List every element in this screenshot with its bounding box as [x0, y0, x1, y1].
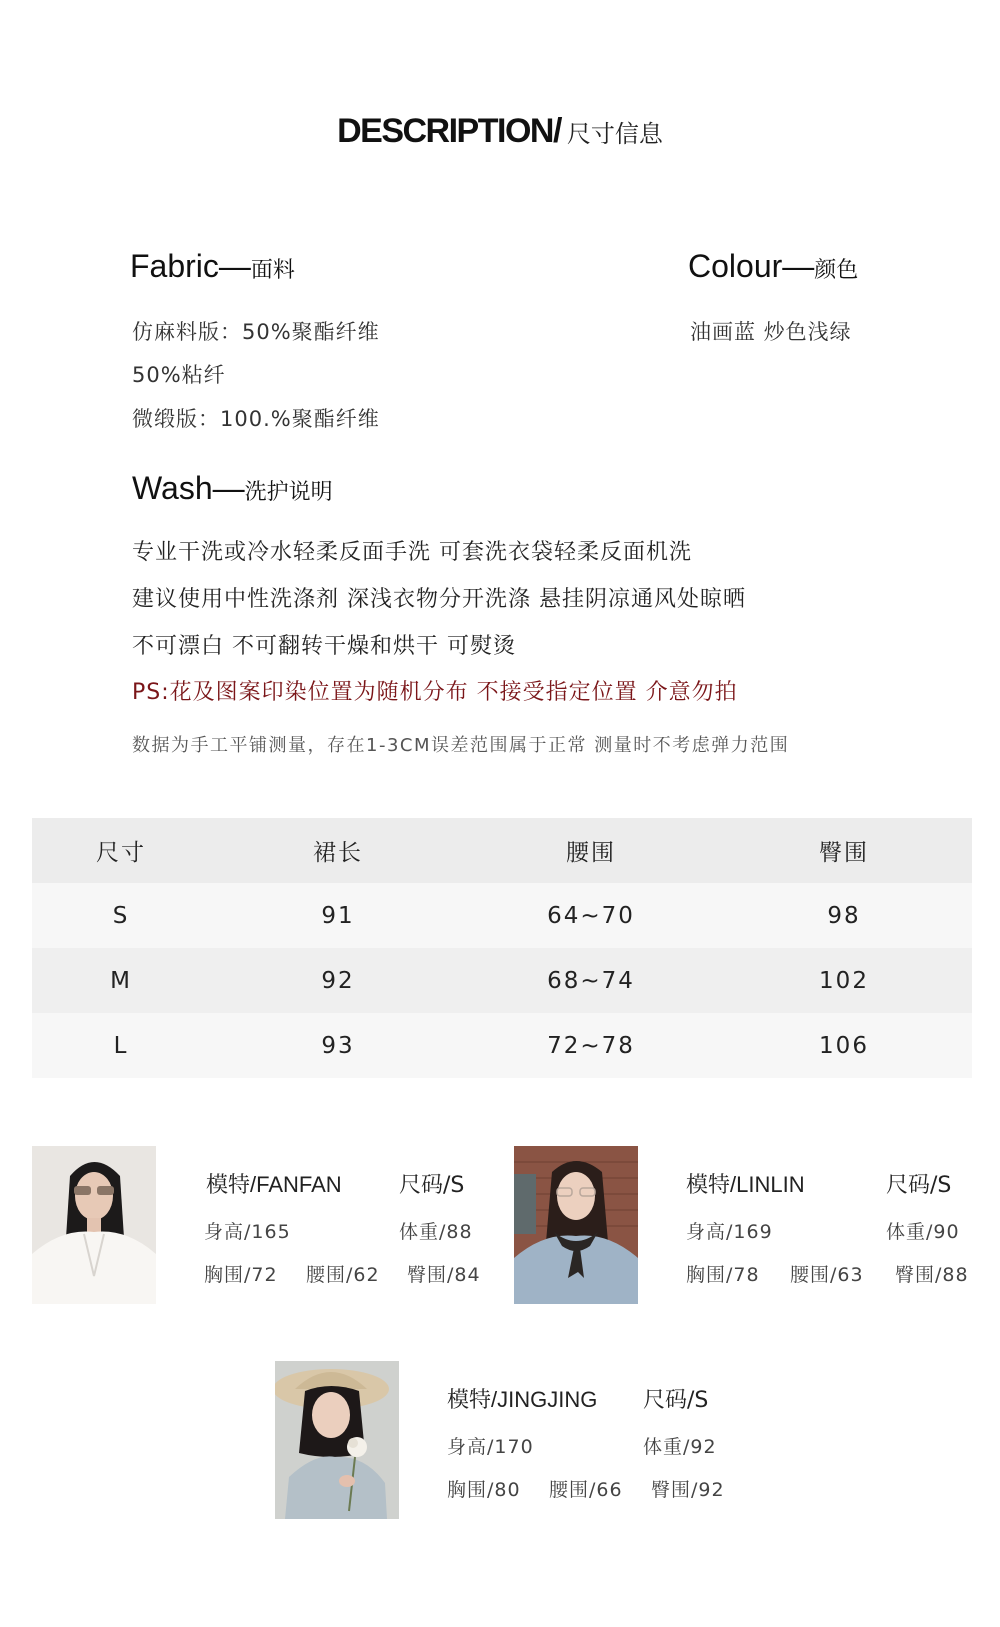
- model-name: 模特/FANFAN: [206, 1172, 342, 1197]
- model-size: 尺码/S: [643, 1388, 709, 1413]
- model-height: 身高/165: [204, 1221, 291, 1243]
- size-table-header: [32, 818, 972, 883]
- model-hip: 臀围/84: [407, 1264, 481, 1286]
- model-hip: 臀围/88: [895, 1264, 969, 1286]
- fabric-heading-cn: 面料: [250, 258, 295, 283]
- model-bust: 胸围/80: [447, 1479, 521, 1501]
- model-card-jingjing: [275, 1361, 735, 1519]
- page-title: [0, 112, 1000, 151]
- table-row: [32, 1013, 972, 1078]
- model-card-fanfan: [32, 1146, 492, 1304]
- cell-waist: 72~78: [547, 1032, 635, 1059]
- measurement-note: 数据为手工平铺测量，存在1-3CM误差范围属于正常 测量时不考虑弹力范围: [132, 735, 790, 756]
- model-weight: 体重/92: [643, 1436, 717, 1458]
- wash-line-3: 不可漂白 不可翻转干燥和烘干 可熨烫: [132, 634, 516, 659]
- colour-heading-cn: 颜色: [814, 258, 859, 283]
- model-size: 尺码/S: [399, 1173, 465, 1198]
- cell-hip: 98: [827, 902, 861, 929]
- fabric-line-3: 微缎版：100.%聚酯纤维: [132, 407, 380, 431]
- cell-waist: 64~70: [547, 902, 635, 929]
- model-size: 尺码/S: [886, 1173, 952, 1198]
- wash-heading-cn: 洗护说明: [244, 480, 333, 505]
- model-height: 身高/169: [686, 1221, 773, 1243]
- model-photo: [32, 1146, 156, 1304]
- wash-line-1: 专业干洗或冷水轻柔反面手洗 可套洗衣袋轻柔反面机洗: [132, 540, 692, 565]
- model-waist: 腰围/63: [790, 1264, 864, 1286]
- table-row: [32, 883, 972, 948]
- title-english: DESCRIPTION/: [337, 112, 561, 150]
- model-name: 模特/JINGJING: [447, 1387, 598, 1412]
- model-waist: 腰围/62: [306, 1264, 380, 1286]
- fabric-heading: [130, 248, 295, 285]
- fabric-line-2: 50%粘纤: [132, 363, 226, 387]
- model-bust: 胸围/72: [204, 1264, 278, 1286]
- model-waist: 腰围/66: [549, 1479, 623, 1501]
- colour-heading: [688, 248, 858, 285]
- fabric-line-1: 仿麻料版：50%聚酯纤维: [132, 320, 380, 344]
- wash-heading: [132, 470, 333, 507]
- cell-length: 93: [321, 1032, 355, 1059]
- model-weight: 体重/88: [399, 1221, 473, 1243]
- cell-size: L: [113, 1032, 129, 1059]
- model-photo: [514, 1146, 638, 1304]
- header-size: 尺寸: [96, 840, 146, 866]
- colour-value: 油画蓝 炒色浅绿: [690, 320, 852, 344]
- model-card-linlin: [514, 1146, 974, 1304]
- cell-length: 92: [321, 967, 355, 994]
- cell-size: S: [112, 902, 130, 929]
- cell-length: 91: [321, 902, 355, 929]
- model-photo: [275, 1361, 399, 1519]
- model-hip: 臀围/92: [651, 1479, 725, 1501]
- wash-ps-note: PS:花及图案印染位置为随机分布 不接受指定位置 介意勿拍: [132, 680, 738, 705]
- cell-size: M: [110, 967, 132, 994]
- header-hip: 臀围: [819, 840, 869, 866]
- cell-hip: 106: [819, 1032, 869, 1059]
- title-chinese: 尺寸信息: [566, 120, 663, 148]
- cell-hip: 102: [819, 967, 869, 994]
- wash-heading-en: Wash—: [132, 470, 245, 506]
- model-name: 模特/LINLIN: [686, 1172, 805, 1197]
- size-table: [32, 818, 972, 1078]
- table-row: [32, 948, 972, 1013]
- wash-line-2: 建议使用中性洗涤剂 深浅衣物分开洗涤 悬挂阴凉通风处晾晒: [132, 587, 746, 612]
- header-waist: 腰围: [566, 840, 616, 866]
- fabric-heading-en: Fabric—: [130, 248, 251, 284]
- model-height: 身高/170: [447, 1436, 534, 1458]
- cell-waist: 68~74: [547, 967, 635, 994]
- model-weight: 体重/90: [886, 1221, 960, 1243]
- model-bust: 胸围/78: [686, 1264, 760, 1286]
- header-length: 裙长: [313, 840, 363, 866]
- colour-heading-en: Colour—: [688, 248, 815, 284]
